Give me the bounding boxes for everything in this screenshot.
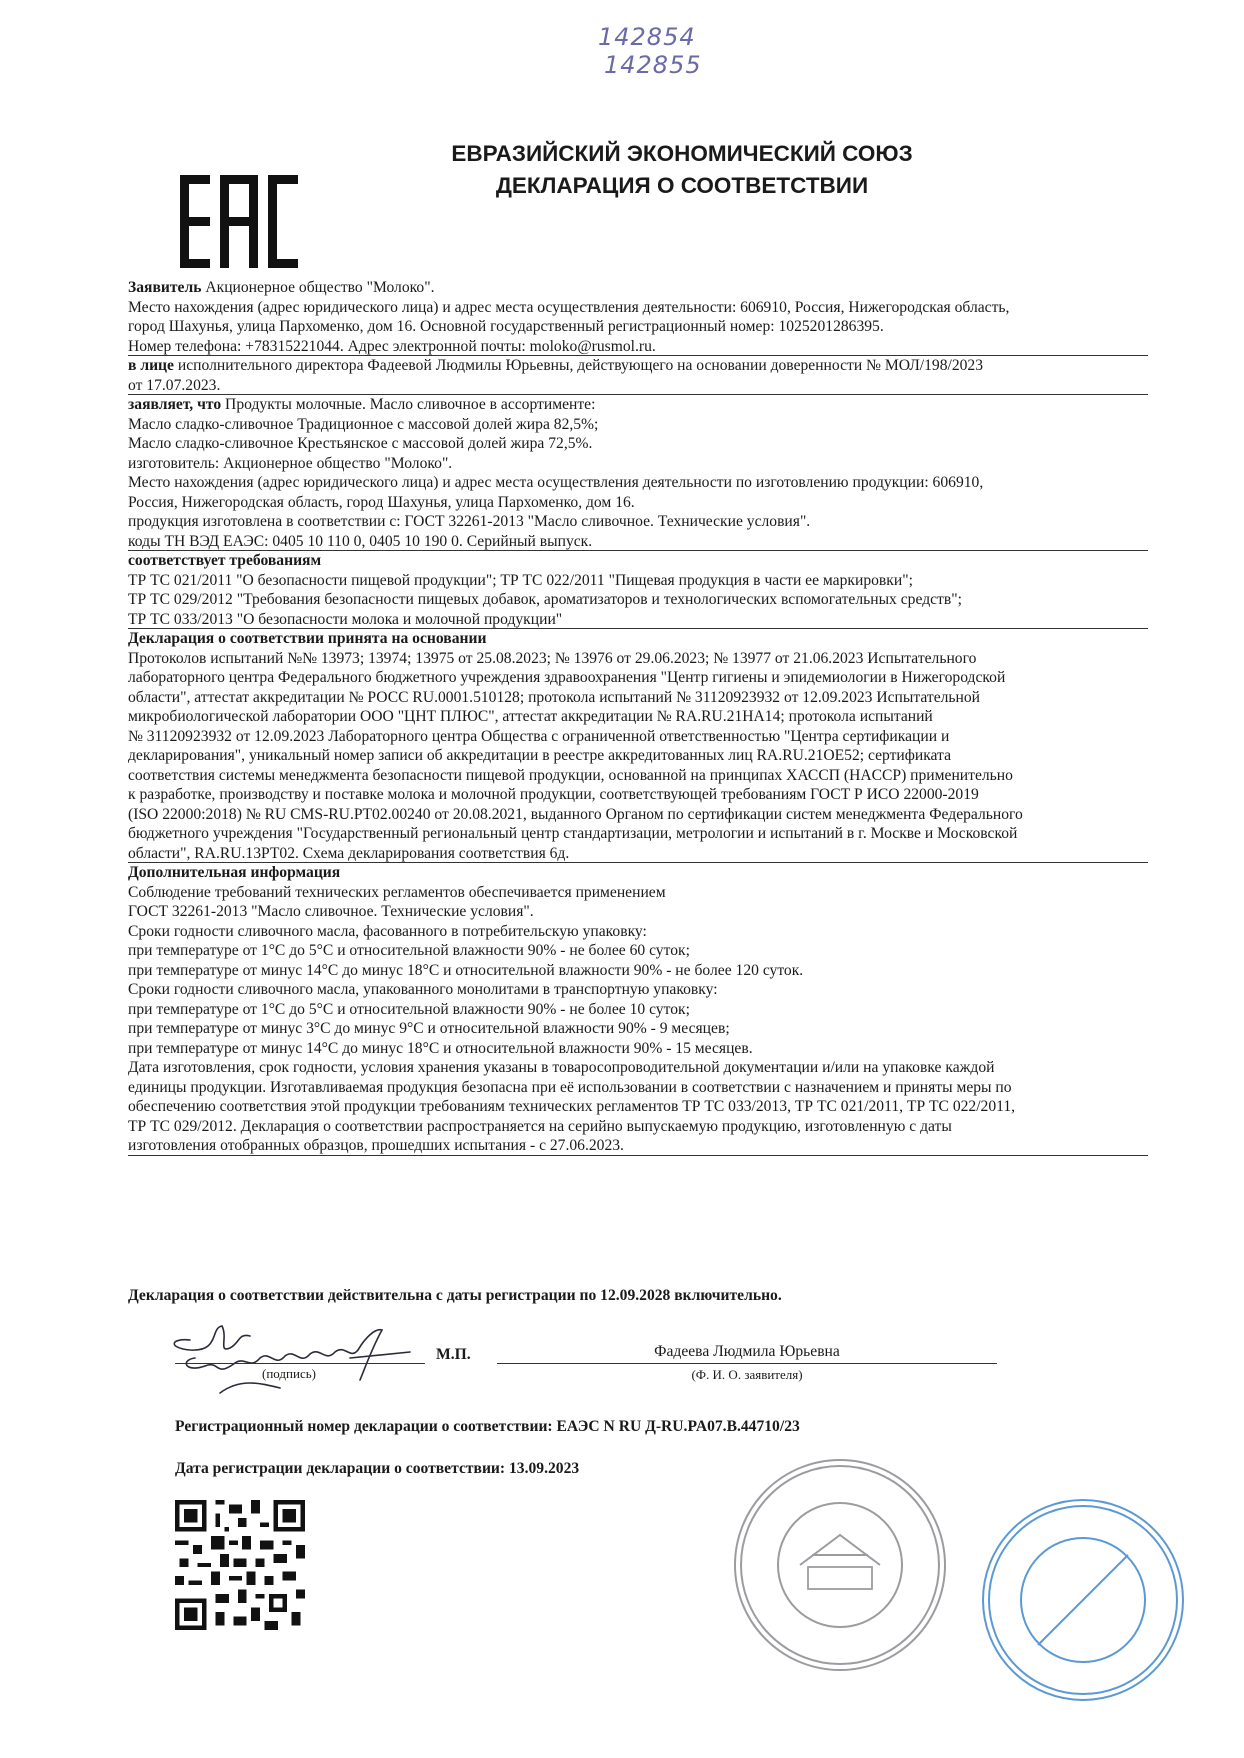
document-header bbox=[0, 138, 1244, 202]
applicant-line bbox=[128, 278, 1148, 298]
additional-line: Сроки годности сливочного масла, упакованного монолитами в транспортную упаковку: bbox=[128, 981, 718, 998]
product-standard: продукция изготовлена в соответствии с: ГОСТ 32261-2013 "Масло сливочное. Технические условия". bbox=[128, 513, 811, 530]
applicant-address-2: город Шахунья, улица Пархоменко, дом 16. Основной государственный регистрационный номер: 1025201286395. bbox=[128, 318, 884, 335]
product-traditional: Масло сладко-сливочное Традиционное с массовой долей жира 82,5%; bbox=[128, 415, 599, 433]
additional-line: при температуре от 1°С до 5°С и относительной влажности 90% - не более 60 суток; bbox=[128, 942, 690, 959]
representative-date: от 17.07.2023. bbox=[128, 376, 1148, 396]
handwritten-number: 142854 bbox=[598, 23, 696, 51]
additional-line: Дата изготовления, срок годности, условия хранения указаны в товаросопроводительной документации и/или на упаковке каждой bbox=[128, 1059, 995, 1076]
basis-line: микробиологической лаборатории ООО "ЦНТ ПЛЮС", аттестат аккредитации № RA.RU.21НА14; протокола испытаний bbox=[128, 708, 933, 725]
validity-statement: Декларация о соответствии действительна с даты регистрации по 12.09.2028 включительно. bbox=[128, 1287, 782, 1304]
additional-line: Соблюдение требований технических регламентов обеспечивается применением bbox=[128, 883, 666, 901]
product-peasant: Масло сладко-сливочное Крестьянское с массовой долей жира 72,5%. bbox=[128, 435, 593, 452]
handwritten-number: 142855 bbox=[604, 50, 702, 79]
basis-line: к разработке, производству и поставке молока и молочной продукции, соответствующей требованиям ГОСТ Р ИСО 22000-2019 bbox=[128, 786, 979, 803]
additional-line: обеспечению соответствия этой продукции требованиям технических регламентов ТР ТС 033/2013, ТР ТС 021/2011, ТР ТС 022/2011, bbox=[128, 1098, 1016, 1115]
additional-line: при температуре от минус 3°С до минус 9°С и относительной влажности 90% - 9 месяцев; bbox=[128, 1020, 730, 1037]
additional-title: Дополнительная информация bbox=[128, 864, 341, 881]
signature-caption: (подпись) bbox=[262, 1366, 316, 1381]
basis-title: Декларация о соответствии принята на основании bbox=[128, 630, 487, 647]
representative-label: в лице bbox=[128, 357, 174, 374]
manufacturer: изготовитель: Акционерное общество "Молоко". bbox=[128, 454, 453, 472]
basis-line: соответствия системы менеджмента безопасности пищевой продукции, основанной на принципах ХАССП (HACCP) применительно bbox=[128, 766, 1013, 784]
basis-line: декларирования", уникальный номер записи об аккредитации в реестре аккредитованных лиц RA.RU.21ОЕ52; сертификата bbox=[128, 747, 951, 764]
signature-line bbox=[175, 1363, 425, 1364]
requirement-line: ТР ТС 033/2013 "О безопасности молока и молочной продукции" bbox=[128, 610, 1148, 630]
manufacturer-address-2: Россия, Нижегородская область, город Шахунья, улица Пархоменко, дом 16. bbox=[128, 493, 635, 511]
additional-line: Сроки годности сливочного масла, фасованного в потребительскую упаковку: bbox=[128, 922, 647, 940]
declares-line bbox=[128, 395, 1148, 415]
requirement-line: ТР ТС 029/2012 "Требования безопасности пищевых добавок, ароматизаторов и технологических вспомогательных средств"; bbox=[128, 591, 962, 608]
applicant-label: Заявитель bbox=[128, 279, 202, 296]
stamp-place-label: М.П. bbox=[436, 1346, 471, 1363]
basis-line: области", RA.RU.13РТ02. Схема декларирования соответствия 6д. bbox=[128, 844, 1148, 864]
certification-seal-stamp-icon bbox=[978, 1495, 1188, 1705]
declaration-body bbox=[128, 278, 1148, 1156]
company-seal-stamp-icon bbox=[730, 1455, 950, 1675]
declares-product: Продукты молочные. Масло сливочное в ассортименте: bbox=[221, 396, 596, 413]
basis-line: области", аттестат аккредитации № РОСС RU.0001.510128; протокола испытаний № 31120923932 от 12.09.2023 Испытательной bbox=[128, 688, 981, 706]
qr-code-icon bbox=[175, 1500, 305, 1630]
applicant-name: Акционерное общество "Молоко". bbox=[201, 279, 435, 296]
additional-line: при температуре от минус 14°С до минус 18°С и относительной влажности 90% - не более 120 суток. bbox=[128, 961, 804, 979]
name-line bbox=[497, 1363, 997, 1364]
applicant-contacts: Номер телефона: +78315221044. Адрес электронной почты: moloko@rusmol.ru. bbox=[128, 337, 1148, 357]
basis-line: Протоколов испытаний №№ 13973; 13974; 13975 от 25.08.2023; № 13976 от 29.06.2023; № 13977 от 21.06.2023 Испытательного bbox=[128, 649, 977, 667]
header-union: ЕВРАЗИЙСКИЙ ЭКОНОМИЧЕСКИЙ СОЮЗ bbox=[451, 141, 913, 166]
basis-line: № 31120923932 от 12.09.2023 Лабораторного центра Общества с ограниченной ответственностью "Центра сертификации и bbox=[128, 727, 950, 745]
requirements-title: соответствует требованиям bbox=[128, 552, 322, 569]
basis-line: бюджетного учреждения "Государственный региональный центр стандартизации, метрологии и испытаний в г. Москве и Московской bbox=[128, 825, 1018, 842]
product-codes: коды ТН ВЭД ЕАЭС: 0405 10 110 0, 0405 10 190 0. Серийный выпуск. bbox=[128, 532, 1148, 552]
header-declaration: ДЕКЛАРАЦИЯ О СООТВЕТСТВИИ bbox=[495, 173, 869, 198]
basis-line: лабораторного центра Федерального бюджетного учреждения здравоохранения "Центр гигиены и эпидемиологии в Нижегородской bbox=[128, 669, 1006, 686]
declares-label: заявляет, что bbox=[128, 396, 222, 413]
registration-number: Регистрационный номер декларации о соответствии: ЕАЭС N RU Д-RU.PA07.B.44710/23 bbox=[175, 1418, 800, 1435]
additional-line: единицы продукции. Изготавливаемая продукция безопасна при её использовании в соответствии с назначением и приняты меры по bbox=[128, 1078, 1012, 1096]
additional-line: при температуре от 1°С до 5°С и относительной влажности 90% - не более 10 суток; bbox=[128, 1000, 690, 1018]
representative-text: исполнительного директора Фадеевой Людмилы Юрьевны, действующего на основании доверенности № МОЛ/198/2023 bbox=[173, 357, 984, 374]
representative-line bbox=[128, 356, 1148, 376]
additional-line: изготовления отобранных образцов, прошедших испытания - с 27.06.2023. bbox=[128, 1136, 1148, 1156]
additional-line: ГОСТ 32261-2013 "Масло сливочное. Технические условия". bbox=[128, 903, 534, 920]
registration-date: Дата регистрации декларации о соответствии: 13.09.2023 bbox=[175, 1460, 580, 1477]
additional-line: ТР ТС 029/2012. Декларация о соответствии распространяется на серийно выпускаемую продукцию, изготовленную с даты bbox=[128, 1117, 952, 1135]
name-caption: (Ф. И. О. заявителя) bbox=[691, 1367, 803, 1382]
handwritten-numbers bbox=[598, 24, 702, 79]
applicant-address-1: Место нахождения (адрес юридического лица) и адрес места осуществления деятельности: 606910, Россия, Нижегородская область, bbox=[128, 298, 1010, 316]
applicant-full-name: Фадеева Людмила Юрьевна bbox=[654, 1343, 840, 1360]
additional-line: при температуре от минус 14°С до минус 18°С и относительной влажности 90% - 15 месяцев. bbox=[128, 1039, 753, 1057]
handwritten-signature bbox=[160, 1308, 430, 1398]
requirement-line: ТР ТС 021/2011 "О безопасности пищевой продукции"; ТР ТС 022/2011 "Пищевая продукция в части ее маркировки"; bbox=[128, 571, 913, 589]
manufacturer-address-1: Место нахождения (адрес юридического лица) и адрес места осуществления деятельности по изготовлению продукции: 606910, bbox=[128, 474, 984, 491]
basis-line: (ISO 22000:2018) № RU CMS-RU.PT02.00240 от 20.08.2021, выданного Органом по сертификации систем менеджмента Федерального bbox=[128, 805, 1023, 823]
